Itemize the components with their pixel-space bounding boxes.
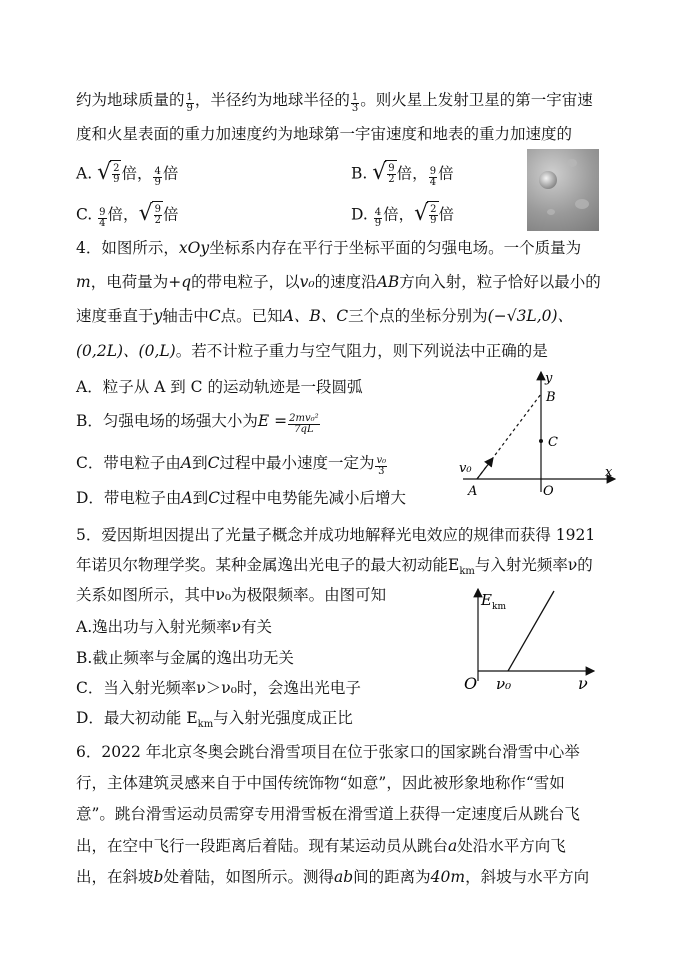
text: 方向入射，粒子恰好以最小的 xyxy=(399,273,601,291)
text: 与入射光频率ν的 xyxy=(474,556,593,574)
numerator: 2mv₀² xyxy=(289,413,319,424)
denominator: 4 xyxy=(99,217,106,229)
q4-option-a: A．粒子从 A 到 C 的运动轨迹是一段圆弧 xyxy=(76,378,363,396)
italic-text: 40m xyxy=(430,868,466,886)
label-c: C xyxy=(548,435,558,450)
text: 倍 xyxy=(162,164,179,183)
italic-text: v₀ xyxy=(299,273,315,291)
italic-text: a xyxy=(448,837,458,855)
denominator: 3 xyxy=(378,466,385,477)
denominator: 7qL xyxy=(294,424,314,435)
q5-option-b: B.截止频率与金属的逸出功无关 xyxy=(76,649,294,667)
italic-text: xOy xyxy=(178,239,210,257)
text: B．匀强电场的场强大小为 xyxy=(76,412,258,430)
q6-line2: 行，主体建筑灵感来自于中国传统饰物“如意”，因此被形象地称作“雪如 xyxy=(76,774,565,792)
surface-spot xyxy=(575,199,589,209)
text: 出，在斜坡 xyxy=(76,868,154,886)
q4-field-diagram xyxy=(455,368,625,498)
text: 倍， xyxy=(383,205,415,224)
q5-option-c: C．当入射光频率ν＞ν₀时，会逸出光电子 xyxy=(76,679,361,697)
italic-text: AB xyxy=(376,273,400,291)
italic-text: C xyxy=(208,489,221,507)
italic-text: m xyxy=(76,273,91,291)
numerator: 4 xyxy=(374,206,382,218)
q5-option-a: A.逸出功与入射光频率ν有关 xyxy=(76,618,273,636)
radical-sign: √ xyxy=(414,200,429,226)
text: 与入射光强度成正比 xyxy=(213,709,353,727)
text: 倍， xyxy=(396,164,428,183)
q5-line2 xyxy=(76,555,593,582)
point-c xyxy=(539,439,543,443)
denominator: 9 xyxy=(430,215,437,226)
q5-option-d xyxy=(76,708,353,735)
italic-text: ab xyxy=(333,868,354,886)
q6-line5 xyxy=(76,867,589,887)
y-label-subscript: km xyxy=(492,602,506,612)
x-label: x xyxy=(605,465,613,480)
crater xyxy=(539,171,557,189)
numerator: 4 xyxy=(154,165,161,177)
ekm-line xyxy=(508,591,554,671)
option-label: C. xyxy=(76,205,93,224)
numerator: 2 xyxy=(113,163,120,174)
denominator: 9 xyxy=(113,174,120,185)
math-text: (−√3L,0)、 xyxy=(487,307,574,325)
y-label: E xyxy=(481,591,492,609)
option-a xyxy=(76,160,178,188)
text: 处着陆，如图所示。测得 xyxy=(163,868,334,886)
text: 到 xyxy=(192,489,209,507)
q4-line3 xyxy=(76,306,573,326)
numerator: 9 xyxy=(429,165,437,177)
denominator: 4 xyxy=(429,176,437,188)
fraction xyxy=(186,93,194,114)
numerator: v₀ xyxy=(376,455,387,466)
italic-text: y xyxy=(153,307,163,325)
text: 间的距离为 xyxy=(353,868,431,886)
q5-line3: 关系如图所示，其中ν₀为极限频率。由图可知 xyxy=(76,586,387,604)
surface-spot xyxy=(547,209,555,215)
q4-option-c xyxy=(76,453,388,477)
numerator: 9 xyxy=(154,204,161,215)
denominator: 9 xyxy=(374,217,382,229)
numerator: 1 xyxy=(186,92,193,103)
text: D．带电粒子由 xyxy=(76,489,182,507)
numerator: 2 xyxy=(430,204,437,215)
q4-option-b xyxy=(76,411,321,435)
italic-text: A、B、C xyxy=(282,307,349,325)
text: 。则火星上发射卫星的第一宇宙速 xyxy=(360,91,593,109)
q4-line4 xyxy=(76,341,548,361)
numerator: 9 xyxy=(388,163,395,174)
italic-text: +q xyxy=(168,273,192,291)
text: 速度垂直于 xyxy=(76,307,154,325)
option-label: A. xyxy=(76,164,93,183)
label-o: O xyxy=(464,674,478,693)
surface-spot xyxy=(567,159,577,167)
label-v: ν xyxy=(578,674,588,693)
q4-option-d xyxy=(76,488,406,508)
radical-sign: √ xyxy=(372,159,387,185)
label-a: A xyxy=(468,484,478,498)
text: 处沿水平方向飞 xyxy=(457,837,566,855)
text: 过程中电势能先减小后增大 xyxy=(220,489,407,507)
text: 到 xyxy=(192,454,208,472)
subscript: km xyxy=(459,566,475,578)
q4-line2 xyxy=(76,272,601,292)
q6-line4 xyxy=(76,836,566,856)
denominator: 3 xyxy=(351,103,359,114)
numerator: 9 xyxy=(99,206,106,218)
label-v0: v₀ xyxy=(459,461,472,476)
text: 出，在空中飞行一段距离后着陆。现有某运动员从跳台 xyxy=(76,837,449,855)
text: 点。已知 xyxy=(220,307,283,325)
label-o: O xyxy=(543,484,554,498)
radical-sign: √ xyxy=(138,200,153,226)
text: 。若不计粒子重力与空气阻力，则下列说法中正确的是 xyxy=(175,342,548,360)
text: C．带电粒子由 xyxy=(76,454,181,472)
text: 约为地球质量的 xyxy=(76,91,185,109)
option-d xyxy=(351,201,454,229)
option-b xyxy=(351,160,454,188)
radical-sign: √ xyxy=(97,159,112,185)
text: 倍 xyxy=(438,205,455,224)
text: 的速度沿 xyxy=(314,273,377,291)
italic-text: C xyxy=(207,454,220,472)
text: 坐标系内存在平行于坐标平面的匀强电场。一个质量为 xyxy=(209,239,582,257)
denominator: 2 xyxy=(388,174,395,185)
text: 倍 xyxy=(162,205,179,224)
label-b: B xyxy=(546,390,556,405)
sqrt xyxy=(414,201,438,226)
math-text: E = xyxy=(257,412,288,430)
denominator: 9 xyxy=(186,103,193,114)
text: ，电荷量为 xyxy=(90,273,169,291)
text: 倍 xyxy=(438,164,454,183)
subscript: km xyxy=(197,719,214,731)
text-line: 度和火星表面的重力加速度约为地球第一宇宙速度和地表的重力加速度的 xyxy=(76,125,573,143)
italic-text: b xyxy=(153,868,164,886)
text-line xyxy=(76,90,593,114)
text: ，半径约为地球半径的 xyxy=(194,91,350,109)
denominator: 9 xyxy=(154,176,161,188)
text: 三个点的坐标分别为 xyxy=(348,307,488,325)
text: 倍， xyxy=(121,164,153,183)
q4-line1 xyxy=(76,238,581,258)
option-label: D. xyxy=(351,205,368,224)
q5-graph xyxy=(462,585,602,695)
y-label: y xyxy=(545,371,553,386)
q6-line3: 意”。跳台滑雪运动员需穿专用滑雪板在滑雪道上获得一定速度后从跳台飞 xyxy=(76,805,580,823)
text: ，斜坡与水平方向 xyxy=(465,868,590,886)
text: 倍， xyxy=(107,205,139,224)
text: 年诺贝尔物理学奖。某种金属逸出光电子的最大初动能E xyxy=(76,556,460,574)
text: D．最大初动能 E xyxy=(76,709,198,727)
text: 4．如图所示， xyxy=(76,239,179,257)
italic-text: A xyxy=(180,454,193,472)
italic-text: C xyxy=(208,307,221,325)
sqrt xyxy=(372,160,396,185)
q6-line1: 6．2022 年北京冬奥会跳台滑雪项目在位于张家口的国家跳台滑雪中心举 xyxy=(76,743,580,761)
fraction xyxy=(351,93,359,114)
sqrt xyxy=(97,160,121,185)
numerator: 1 xyxy=(351,92,359,103)
option-label: B. xyxy=(351,164,368,183)
italic-text: A xyxy=(181,489,193,507)
label-v0: ν₀ xyxy=(496,675,512,693)
sqrt xyxy=(139,201,163,226)
denominator: 2 xyxy=(154,215,161,226)
velocity-arrow xyxy=(477,458,493,479)
q5-line1: 5．爱因斯坦因提出了光量子概念并成功地解释光电效应的规律而获得 1921 xyxy=(76,526,596,544)
text: 的带电粒子，以 xyxy=(191,273,300,291)
mars-surface-image xyxy=(527,149,599,231)
text: 轴击中 xyxy=(162,307,209,325)
text: 过程中最小速度一定为 xyxy=(219,454,375,472)
option-c xyxy=(76,201,178,229)
math-text: (0,2L)、(0,L) xyxy=(76,342,176,360)
